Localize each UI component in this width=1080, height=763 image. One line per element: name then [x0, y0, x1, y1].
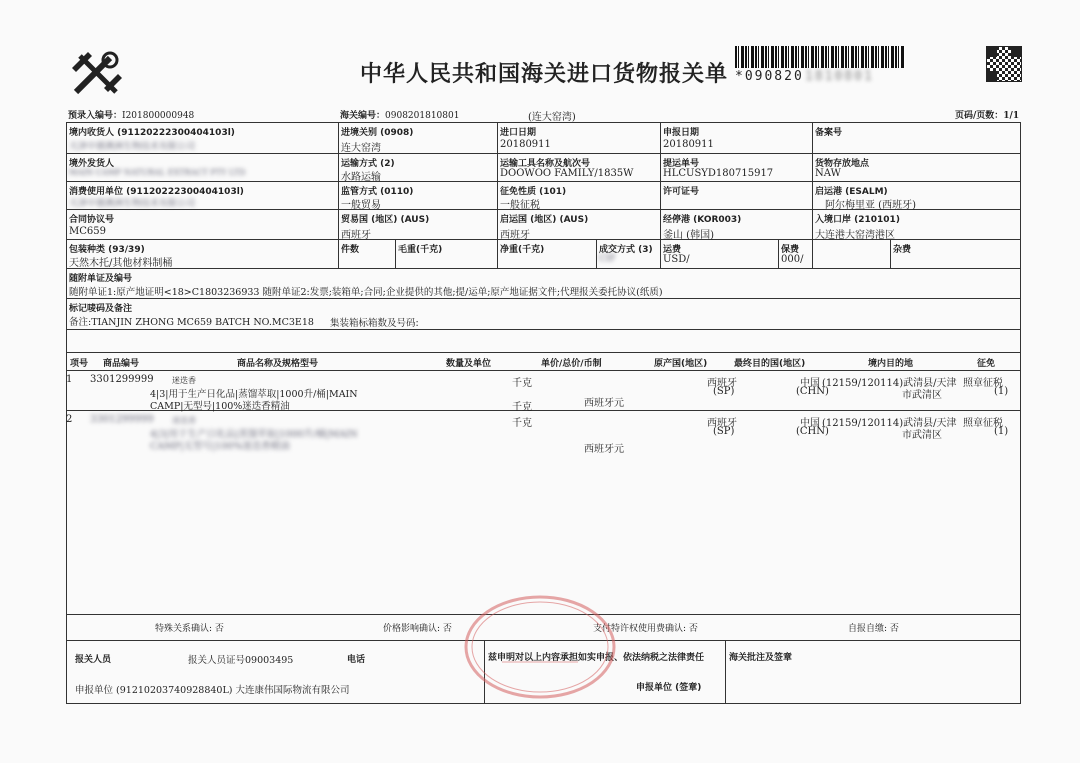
goods-header-code: 商品编号: [103, 359, 140, 369]
pre-entry-label: 预录入编号：: [68, 111, 123, 121]
entry-port-value: 连大窑湾: [341, 143, 381, 154]
item-tax-code: (1): [994, 386, 1009, 397]
customs-number: 0908201810801: [385, 111, 460, 121]
declare-date-value: 20180911: [663, 139, 714, 150]
consignor-label: 境外发货人: [69, 159, 115, 169]
misc-fee-label: 杂费: [893, 245, 912, 255]
declare-date-label: 申报日期: [663, 128, 700, 138]
declaring-unit: 申报单位 (91210203740928840L) 大连康伟国际物流有限公司: [75, 685, 350, 696]
item-spec-line1: 4|3|用于生产日化品|蒸馏萃取|1000升/桶|MAIN: [150, 429, 358, 440]
item-dest-code: (CHN): [796, 386, 829, 397]
marks-label: 标记唛码及备注: [69, 304, 133, 314]
goods-header-name: 商品名称及规格型号: [237, 359, 319, 369]
item-dest: 中国: [800, 378, 820, 389]
deal-method-label: 成交方式 (3): [599, 245, 653, 255]
container-label: 集装箱标箱数及号码:: [330, 318, 419, 329]
documents-value: 随附单证1:原产地证明<18>C1803236933 随附单证2:发票;装箱单;合同;企业提供的其他;提/运单;原产地证据文件;代理报关委托协议(纸质): [69, 287, 663, 298]
documents-label: 随附单证及编号: [69, 274, 133, 284]
royalty-confirm: 支付特许权使用费确认: 否: [593, 624, 698, 634]
bl-label: 提运单号: [663, 159, 700, 169]
marks-value: 备注:TIANJIN ZHONG MC659 BATCH NO.MC3E18: [69, 317, 314, 328]
item-code: 3301299999: [90, 374, 154, 385]
freight-value: USD/: [663, 254, 690, 265]
item-domestic: (12159/120114)武清县/天津: [822, 378, 957, 389]
item-tax-code: (1): [994, 426, 1009, 437]
customs-no-label: 海关编号：: [340, 111, 386, 121]
phone-label: 电话: [347, 655, 366, 665]
goods-header-domestic: 境内目的地: [868, 359, 914, 369]
deal-method-value: CIF: [599, 254, 616, 264]
transit-port-value: 釜山 (韩国): [663, 230, 714, 241]
trade-country-label: 贸易国 (地区) (AUS): [341, 215, 430, 225]
special-relation-confirm: 特殊关系确认: 否: [155, 624, 224, 634]
insurance-label: 保费: [781, 245, 800, 255]
item-tax: 照章征税: [963, 378, 1003, 389]
item-tax: 照章征税: [963, 418, 1003, 429]
license-label: 许可证号: [663, 187, 700, 197]
item-origin-code: (SP): [713, 426, 735, 437]
item-code: 3301299999: [90, 414, 154, 425]
entry-port2-value: 大连港大窑湾港区: [815, 230, 895, 241]
customs-emblem-icon: [66, 48, 126, 104]
item-dest: 中国: [800, 418, 820, 429]
freight-label: 运费: [663, 245, 682, 255]
item-name: 迷迭香: [172, 416, 196, 425]
entry-port2-label: 入境口岸 (210101): [815, 215, 900, 225]
item-spec-line2: CAMP|无型号|100%迷迭香精油: [150, 441, 290, 452]
goods-header-tax: 征免: [977, 359, 996, 369]
item-currency: 西班牙元: [584, 398, 624, 409]
declarant-label: 报关人员: [75, 655, 112, 665]
transport-value: 水路运输: [341, 172, 381, 183]
item-unit: 千克: [512, 378, 532, 389]
user-label: 消费使用单位 (91120222300404103l): [69, 187, 244, 197]
storage-label: 货物存放地点: [815, 159, 870, 169]
item-unit-2: 千克: [512, 402, 532, 413]
contract-label: 合同协议号: [69, 215, 115, 225]
declarant-cert: 报关人员证号09003495: [188, 655, 294, 666]
goods-header-no: 项号: [70, 359, 89, 369]
item-origin: 西班牙: [707, 418, 737, 429]
pre-entry-number: I201800000948: [122, 111, 195, 121]
goods-header-origin: 原产国(地区): [654, 359, 708, 369]
entry-port-label: 进境关别 (0908): [341, 128, 414, 138]
item-no: 1: [66, 374, 73, 385]
item-currency: 西班牙元: [584, 444, 624, 455]
goods-header-price: 单价/总价/币制: [541, 359, 602, 369]
trade-country-value: 西班牙: [341, 230, 371, 241]
qr-code: [986, 46, 1022, 82]
barcode: [735, 46, 905, 68]
record-label: 备案号: [815, 128, 843, 138]
net-weight-label: 净重(千克): [500, 245, 545, 255]
origin-country-label: 启运国 (地区) (AUS): [500, 215, 589, 225]
consignee-label: 境内收货人 (91120222300404103l): [69, 128, 235, 138]
item-domestic: (12159/120114)武清县/天津: [822, 418, 957, 429]
item-domestic-2: 市武清区: [902, 390, 942, 401]
pieces-label: 件数: [341, 245, 360, 255]
vessel-value: DOOWOO FAMILY/1835W: [500, 168, 634, 179]
item-no: 2: [66, 414, 73, 425]
item-origin-code: (SP): [713, 386, 735, 397]
consignee-value: 天津中德澳洲生物技术有限公司: [69, 142, 196, 152]
company-seal: [462, 592, 618, 702]
package-value: 天然木托/其他材料制桶: [69, 258, 173, 269]
item-spec-line2: CAMP|无型号|100%迷迭香精油: [150, 401, 290, 412]
supervision-label: 监管方式 (0110): [341, 187, 414, 197]
bl-value: HLCUSYD180715917: [663, 168, 774, 179]
origin-country-value: 西班牙: [500, 230, 530, 241]
departure-value: 阿尔梅里亚 (西班牙): [825, 200, 916, 211]
barcode-number-masked: 1810801: [805, 69, 874, 84]
legal-statement: 兹申明对以上内容承担如实申报、依法纳税之法律责任: [488, 653, 705, 663]
form-title: 中华人民共和国海关进口货物报关单: [360, 62, 729, 87]
gross-weight-label: 毛重(千克): [398, 245, 443, 255]
item-spec-line1: 4|3|用于生产日化品|蒸馏萃取|1000升/桶|MAIN: [150, 389, 358, 400]
insurance-value: 000/: [781, 254, 804, 265]
vessel-label: 运输工具名称及航次号: [500, 159, 591, 169]
import-date-label: 进口日期: [500, 128, 537, 138]
declaring-unit-sign: 申报单位 (签章): [636, 683, 702, 693]
barcode-number: *090820: [735, 69, 804, 84]
consignor-value: MAIN CAMP NATURAL EXTRACT PTY LTD: [69, 168, 246, 177]
user-value: 天津中德澳洲生物技术有限公司: [69, 199, 196, 209]
departure-label: 启运港 (ESALM): [815, 187, 888, 197]
tax-nature-value: 一般征税: [500, 200, 540, 211]
item-unit: 千克: [512, 418, 532, 429]
storage-value: NAW: [815, 168, 841, 179]
item-domestic-2: 市武清区: [902, 430, 942, 441]
page-indicator: 页码/页数：1/1: [955, 111, 1020, 121]
transport-label: 运输方式 (2): [341, 159, 395, 169]
goods-header-dest: 最终目的国(地区): [734, 359, 806, 369]
price-impact-confirm: 价格影响确认: 否: [383, 624, 452, 634]
item-origin: 西班牙: [707, 378, 737, 389]
contract-value: MC659: [69, 226, 106, 237]
import-date-value: 20180911: [500, 139, 551, 150]
customs-annotation-label: 海关批注及签章: [729, 653, 793, 663]
self-declare-confirm: 自报自缴: 否: [848, 624, 899, 634]
item-name: 迷迭香: [172, 376, 196, 385]
item-dest-code: (CHN): [796, 426, 829, 437]
transit-port-label: 经停港 (KOR003): [663, 215, 742, 225]
package-label: 包装种类 (93/39): [69, 245, 145, 255]
supervision-value: 一般贸易: [341, 200, 381, 211]
port-name: (连大窑湾): [528, 112, 576, 123]
tax-nature-label: 征免性质 (101): [500, 187, 567, 197]
goods-header-qty: 数量及单位: [446, 359, 492, 369]
